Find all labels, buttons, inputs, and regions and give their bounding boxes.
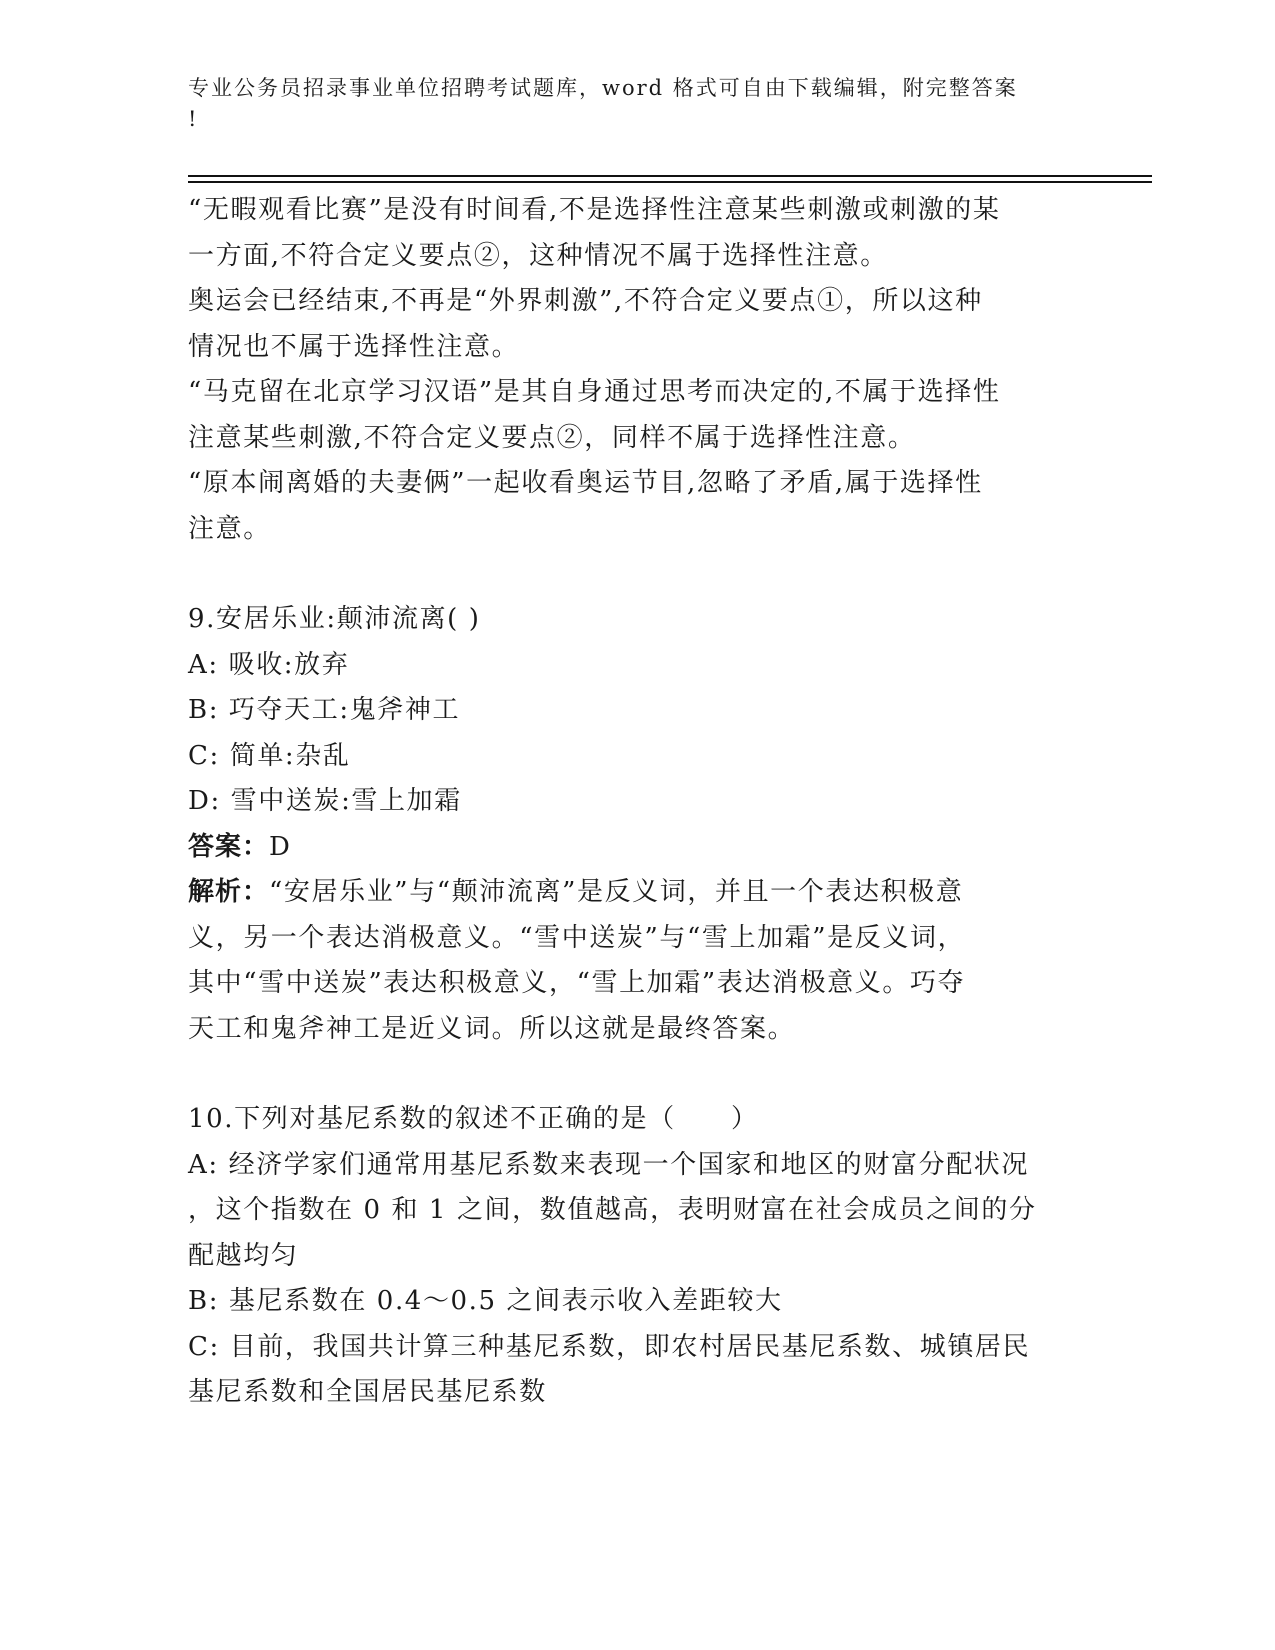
question-10-option-a-cont: 配越均匀: [188, 1240, 299, 1271]
explanation-line: 一方面,不符合定义要点②，这种情况不属于选择性注意。: [188, 240, 888, 271]
explanation-line: “原本闹离婚的夫妻俩”一起收看奥运节目,忽略了矛盾,属于选择性: [188, 468, 983, 498]
question-9-answer: [188, 825, 1078, 871]
spacer: [188, 552, 1078, 597]
header-text-continuation: !: [188, 107, 199, 131]
spacer: [188, 1052, 1078, 1097]
analysis-line: 义，另一个表达消极意义。“雪中送炭”与“雪上加霜”是反义词，: [188, 922, 966, 953]
header-text: 专业公务员招录事业单位招聘考试题库，word 格式可自由下载编辑，附完整答案: [188, 76, 1018, 100]
question-9-stem: 9.安居乐业:颠沛流离( ): [188, 604, 481, 634]
analysis-line: 天工和鬼斧神工是近义词。所以这就是最终答案。: [188, 1013, 796, 1044]
question-10-option-b: B: 基尼系数在 0.4～0.5 之间表示收入差距较大: [188, 1286, 783, 1316]
header-divider-top: [188, 175, 1152, 177]
question-9-analysis: [188, 870, 1078, 916]
question-9-option-a: A: 吸收:放弃: [188, 649, 350, 680]
explanation-line: “马克留在北京学习汉语”是其自身通过思考而决定的,不属于选择性: [188, 377, 1001, 407]
analysis-label: 解析：: [188, 877, 270, 907]
explanation-line: 注意某些刺激,不符合定义要点②，同样不属于选择性注意。: [188, 422, 916, 453]
question-10-option-c: C: 目前，我国共计算三种基尼系数，即农村居民基尼系数、城镇居民: [188, 1331, 1031, 1362]
question-9-option-c: C: 简单:杂乱: [188, 740, 351, 771]
page-header: [188, 73, 1068, 135]
answer-value: D: [269, 831, 292, 862]
explanation-line: 奥运会已经结束,不再是“外界刺激”,不符合定义要点①，所以这种: [188, 286, 983, 316]
analysis-line: “安居乐业”与“颠沛流离”是反义词，并且一个表达积极意: [269, 877, 964, 907]
question-10-option-a-cont: ，这个指数在 0 和 1 之间，数值越高，表明财富在社会成员之间的分: [188, 1195, 1037, 1225]
header-divider-bottom: [188, 181, 1152, 183]
question-9-option-d: D: 雪中送炭:雪上加霜: [188, 786, 462, 816]
question-9-option-b: B: 巧夺天工:鬼斧神工: [188, 695, 461, 725]
question-10-stem: 10.下列对基尼系数的叙述不正确的是（ ）: [188, 1104, 759, 1134]
answer-label: 答案：: [188, 831, 270, 862]
explanation-line: “无暇观看比赛”是没有时间看,不是选择性注意某些刺激或刺激的某: [188, 195, 1001, 225]
explanation-line: 情况也不属于选择性注意。: [188, 331, 520, 362]
question-10-option-a: A: 经济学家们通常用基尼系数来表现一个国家和地区的财富分配状况: [188, 1149, 1030, 1180]
document-body: [188, 188, 1078, 1416]
analysis-line: 其中“雪中送炭”表达积极意义，“雪上加霜”表达消极意义。巧夺: [188, 968, 966, 998]
explanation-line: 注意。: [188, 513, 271, 544]
question-10-option-c-cont: 基尼系数和全国居民基尼系数: [188, 1377, 547, 1407]
